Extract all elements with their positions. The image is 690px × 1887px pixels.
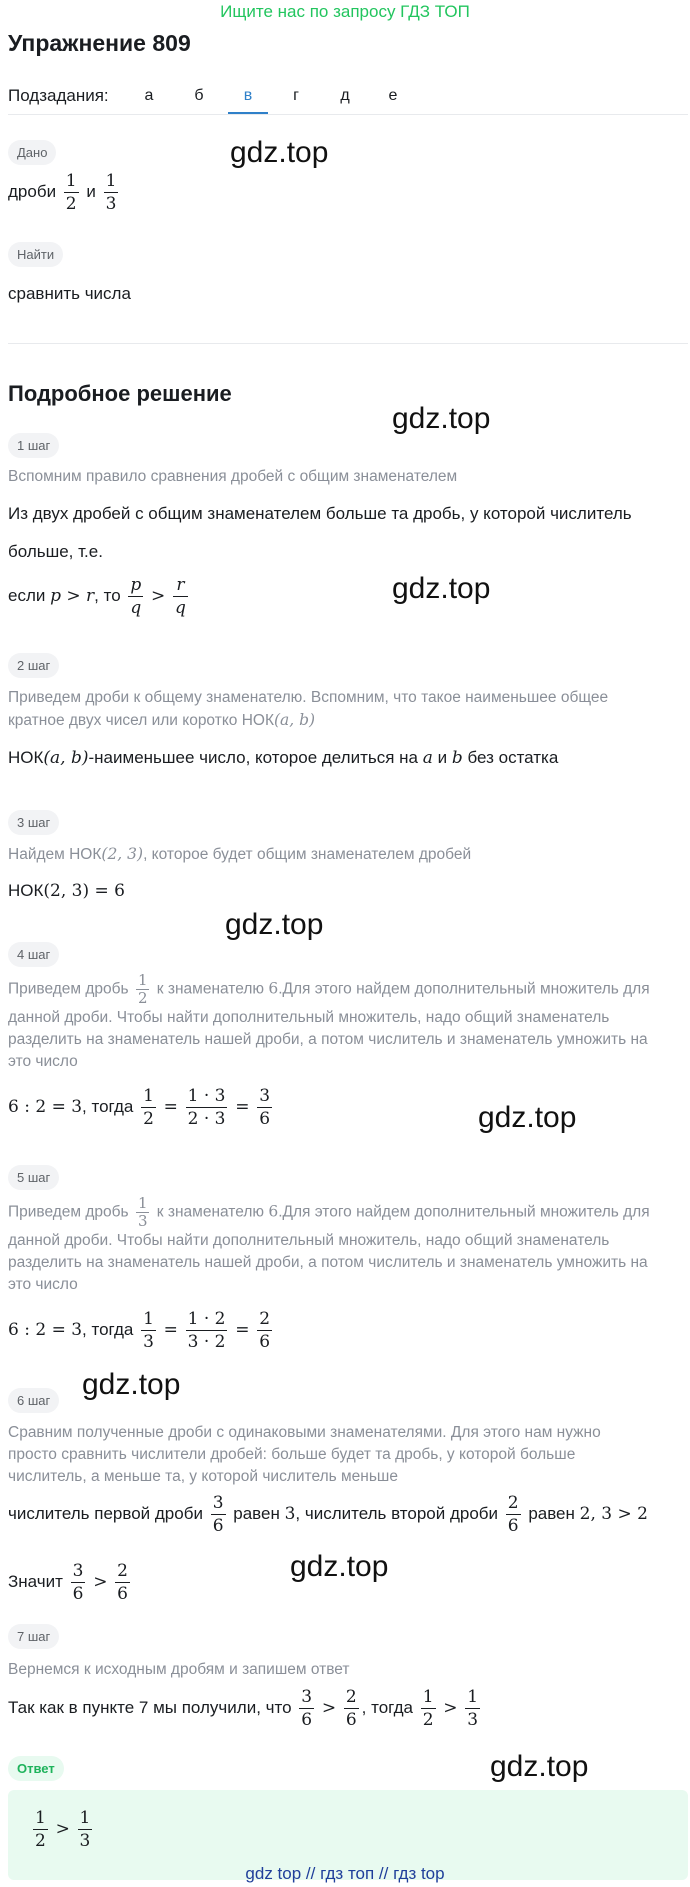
- fraction: $\frac{1}{3}$: [105, 171, 117, 214]
- fraction: $\frac{1}{2}$: [65, 171, 77, 214]
- watermark: gdz.top: [490, 1750, 589, 1783]
- fraction: $\frac{1}{3}$: [467, 1687, 479, 1730]
- tab-e[interactable]: е: [388, 87, 398, 104]
- fraction: $\frac{1}{3}$: [79, 1808, 91, 1851]
- step-7-hint: Вернемся к исходным дробям и запишем ответ: [8, 1661, 350, 1678]
- fraction: $\frac{1}{2}$: [137, 971, 148, 1007]
- fraction: $\frac{3}{6}$: [212, 1493, 224, 1536]
- step-4-calc: 6 : 2 = 3, тогда $\frac{1}{2}$ = $\frac{1 \cdot 3}{2 \cdot 3}$ = $\frac{3}{6}$: [8, 1086, 271, 1129]
- step-1-line1: Из двух дробей с общим знаменателем больше та дробь, у которой числитель: [8, 504, 632, 523]
- tab-d[interactable]: д: [340, 87, 350, 104]
- watermark: gdz.top: [478, 1101, 577, 1134]
- subtasks-label: Подзадания:: [8, 86, 109, 105]
- step-1-line2: больше, т.е.: [8, 542, 103, 561]
- find-pill: Найти: [8, 242, 63, 267]
- watermark: gdz.top: [82, 1368, 181, 1401]
- step-2-main: НОК(a, b)-наименьшее число, которое делиться на a и b без остатка: [8, 748, 559, 768]
- fraction: $\frac{1}{3}$: [143, 1309, 154, 1352]
- watermark: gdz.top: [225, 908, 324, 941]
- step-2-pill: 2 шаг: [8, 653, 59, 678]
- tab-g[interactable]: г: [293, 87, 299, 104]
- step-2-hint: Приведем дроби к общему знаменателю. Вспомним, что такое наименьшее общее кратное двух чисел или коротко НОК(a, b): [8, 689, 609, 729]
- fraction: $\frac{1 \cdot 3}{2 \cdot 3}$: [187, 1086, 226, 1129]
- step-1-formula: если p > r, то $\frac{p}{q}$ > $\frac{r}{q}$: [8, 575, 186, 618]
- tab-b[interactable]: б: [194, 87, 204, 104]
- watermark: gdz.top: [290, 1550, 389, 1583]
- fraction: $\frac{r}{q}$: [175, 575, 186, 618]
- step-3-hint: Найдем НОК(2, 3), которое будет общим знаменателем дробей: [8, 845, 472, 863]
- step-6-pill: 6 шаг: [8, 1388, 59, 1413]
- step-5-pill: 5 шаг: [8, 1165, 59, 1190]
- given-text: дроби $\frac{1}{2}$ и $\frac{1}{3}$: [8, 171, 117, 214]
- divider: [8, 114, 688, 115]
- tab-a[interactable]: а: [144, 87, 154, 104]
- step-3-result: НОК(2, 3) = 6: [8, 881, 125, 901]
- footer-links[interactable]: gdz top // гдз топ // гдз top: [245, 1864, 445, 1883]
- step-1-pill: 1 шаг: [8, 433, 59, 458]
- promo-banner: Ищите нас по запросу ГДЗ ТОП: [220, 2, 470, 21]
- fraction: $\frac{2}{6}$: [507, 1493, 519, 1536]
- fraction: $\frac{2}{6}$: [117, 1561, 128, 1604]
- fraction: $\frac{1}{2}$: [422, 1687, 434, 1730]
- fraction: $\frac{3}{6}$: [301, 1687, 313, 1730]
- step-6-line: числитель первой дроби $\frac{3}{6}$ равен 3, числитель второй дроби $\frac{2}{6}$ равен 2, 3 > 2: [8, 1493, 648, 1536]
- watermark: gdz.top: [392, 402, 491, 435]
- given-pill: Дано: [8, 140, 56, 165]
- step-1-hint: Вспомним правило сравнения дробей с общим знаменателем: [8, 468, 458, 485]
- fraction: $\frac{1}{2}$: [143, 1086, 154, 1129]
- divider: [8, 343, 688, 344]
- answer-pill: Ответ: [8, 1756, 64, 1781]
- step-4-pill: 4 шаг: [8, 942, 59, 967]
- tab-v[interactable]: в: [228, 78, 268, 114]
- step-4-hint: Приведем дробь $\frac{1}{2}$ к знаменателю 6.Для этого найдем дополнительный множитель для данной дроби. Чтобы найти дополнительный множитель, надо общий знаменатель разделить на знаменатель нашей дроби, а потом числитель и знаменатель умножить на это число: [8, 971, 650, 1070]
- step-5-hint: Приведем дробь $\frac{1}{3}$ к знаменателю 6.Для этого найдем дополнительный множитель для данной дроби. Чтобы найти дополнительный множитель, надо общий знаменатель разделить на знаменатель нашей дроби, а потом числитель и знаменатель умножить на это число: [8, 1194, 650, 1293]
- fraction: $\frac{2}{6}$: [345, 1687, 357, 1730]
- answer-formula: $\frac{1}{2}$ > $\frac{1}{3}$: [35, 1808, 91, 1851]
- step-7-line: Так как в пункте 7 мы получили, что $\frac{3}{6}$ > $\frac{2}{6}$ , тогда $\frac{1}{2}$ > $\frac{1}{3}$: [8, 1687, 479, 1730]
- fraction: $\frac{1}{2}$: [35, 1808, 46, 1851]
- fraction: $\frac{3}{6}$: [259, 1086, 271, 1129]
- step-6-hint: Сравним полученные дроби с одинаковыми знаменателями. Для этого нам нужно просто сравнить числители дробей: больше будет та дробь, у которой больше числитель, а меньше та, у которой числитель меньше: [8, 1424, 601, 1485]
- step-7-pill: 7 шаг: [8, 1624, 59, 1649]
- fraction: $\frac{p}{q}$: [130, 575, 142, 618]
- solution-title: Подробное решение: [8, 381, 232, 406]
- step-3-pill: 3 шаг: [8, 810, 59, 835]
- fraction: $\frac{1 \cdot 2}{3 \cdot 2}$: [187, 1309, 226, 1352]
- find-text: сравнить числа: [8, 284, 131, 303]
- fraction: $\frac{1}{3}$: [137, 1194, 148, 1230]
- fraction: $\frac{2}{6}$: [259, 1309, 271, 1352]
- step-6-conclusion: Значит $\frac{3}{6}$ > $\frac{2}{6}$: [8, 1561, 128, 1604]
- step-5-calc: 6 : 2 = 3, тогда $\frac{1}{3}$ = $\frac{1 \cdot 2}{3 \cdot 2}$ = $\frac{2}{6}$: [8, 1309, 271, 1352]
- watermark: gdz.top: [392, 572, 491, 605]
- page-title: Упражнение 809: [8, 30, 191, 56]
- watermark: gdz.top: [230, 136, 329, 169]
- fraction: $\frac{3}{6}$: [72, 1561, 84, 1604]
